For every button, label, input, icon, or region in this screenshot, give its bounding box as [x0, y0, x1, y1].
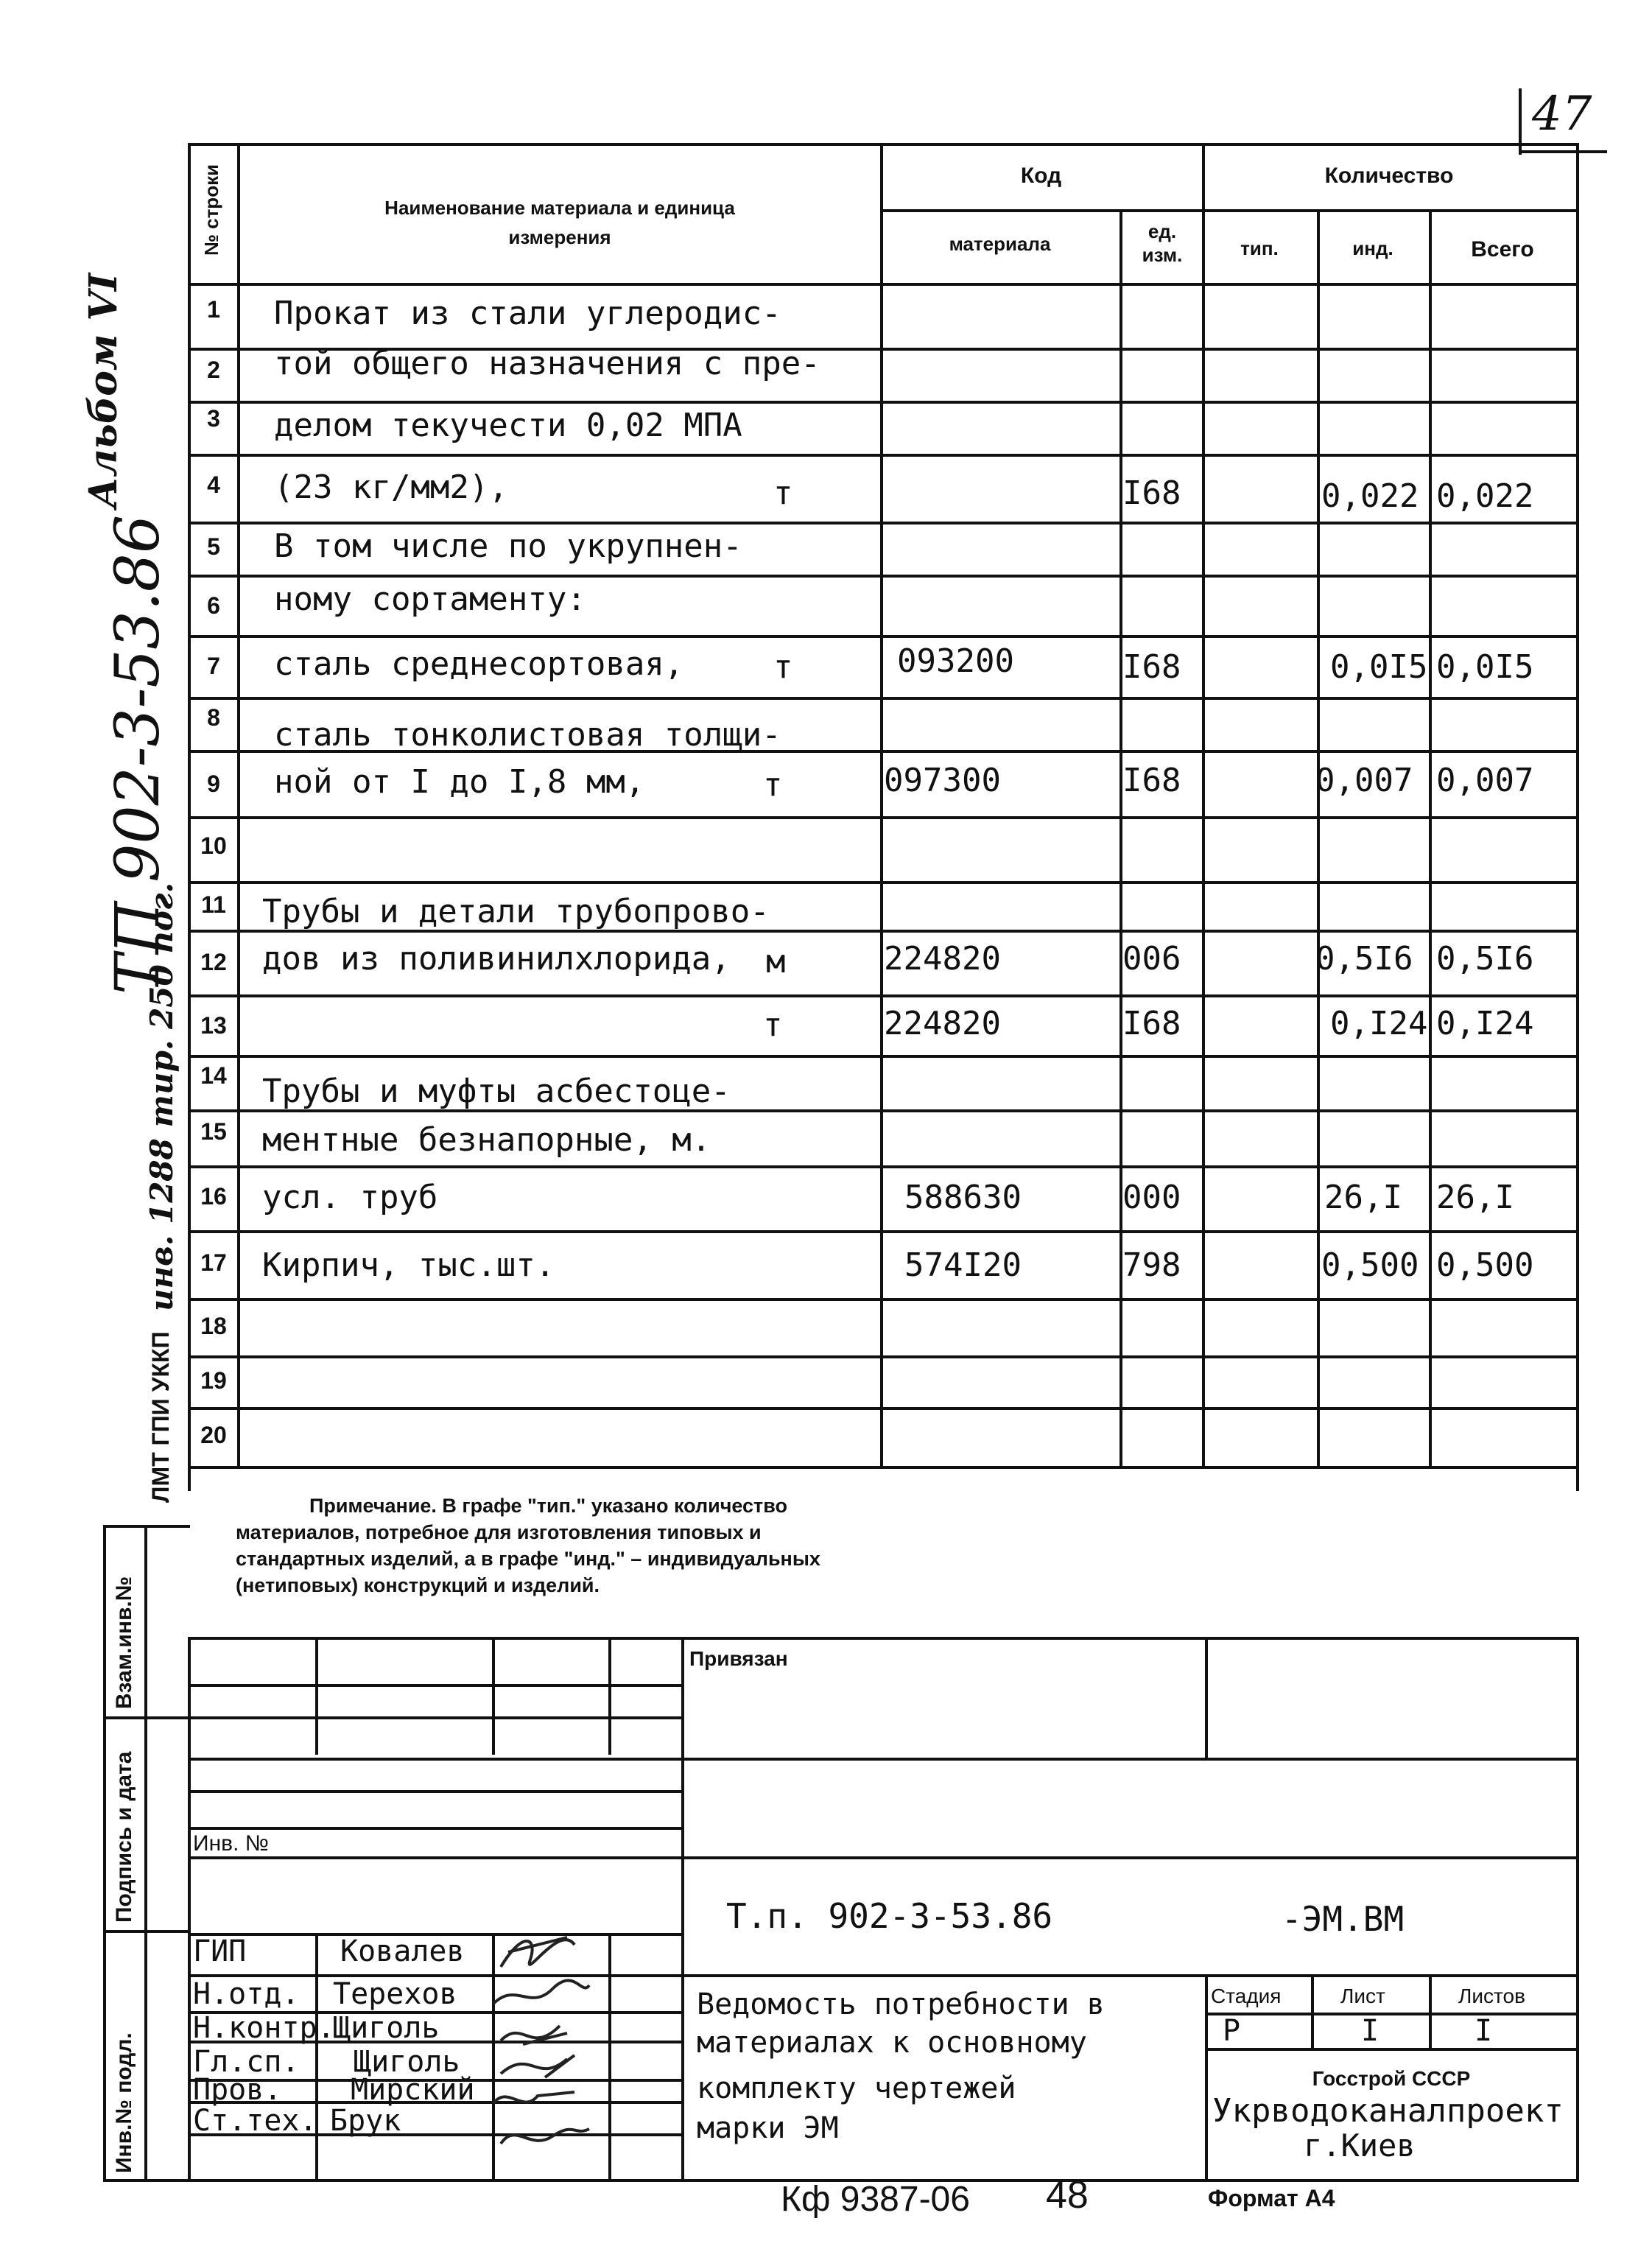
- row-edizm: 000: [1122, 1179, 1181, 1216]
- row-total: 0,5I6: [1436, 940, 1534, 978]
- header-qty-ind: инд.: [1352, 237, 1393, 259]
- person-name: Брук: [330, 2104, 401, 2138]
- doc-title-line: Ведомость потребности в: [697, 1987, 1105, 2021]
- row-code: 097300: [884, 762, 1001, 799]
- sheet-label: Лист: [1340, 1985, 1385, 2007]
- person-role: Н.контр.: [193, 2011, 335, 2045]
- row-number: 7: [207, 653, 220, 679]
- row-name: сталь среднесортовая,: [274, 645, 684, 683]
- row-edizm: 006: [1122, 940, 1181, 978]
- person-role: Гл.сп.: [193, 2045, 300, 2079]
- row-ind: 0,500: [1321, 1246, 1419, 1284]
- row-code: 574I20: [904, 1246, 1022, 1284]
- row-number: 18: [200, 1313, 227, 1339]
- row-total: 26,I: [1436, 1179, 1514, 1216]
- page-number: 47: [1532, 87, 1592, 141]
- header-row-no: № строки: [200, 164, 222, 256]
- project-code-label: ТП 902-3-53.86: [103, 514, 173, 994]
- org-name: Укрводоканалпроект: [1212, 2092, 1564, 2130]
- row-code: 588630: [904, 1179, 1022, 1216]
- row-number: 13: [200, 1012, 227, 1039]
- stage-value: Р: [1223, 2014, 1241, 2048]
- row-name: Кирпич, тыс.шт.: [262, 1246, 555, 1284]
- person-role: Ст.тех.: [193, 2104, 317, 2138]
- note: [236, 1492, 1120, 1599]
- org-gosstroy: Госстрой СССР: [1312, 2067, 1471, 2090]
- row-ind: 0,022: [1321, 477, 1419, 515]
- row-number: 16: [200, 1183, 227, 1210]
- person-role: Пров.: [193, 2073, 282, 2107]
- header-quantity: Количество: [1324, 164, 1454, 188]
- note-line: Примечание. В графе "тип." указано количество: [309, 1495, 788, 1517]
- row-name: дов из поливинилхлорида,: [262, 940, 731, 978]
- row-number: 20: [200, 1422, 227, 1448]
- row-total: 0,022: [1436, 477, 1534, 515]
- sheets-value: I: [1475, 2014, 1493, 2048]
- row-number: 9: [207, 771, 220, 797]
- row-unit: т: [763, 766, 783, 804]
- row-ind: 0,I24: [1330, 1005, 1428, 1042]
- row-number: 2: [207, 357, 220, 383]
- row-edizm: I68: [1122, 1005, 1181, 1042]
- doc-title-line: комплекту чертежей: [697, 2071, 1016, 2105]
- doc-title-line: марки ЭМ: [697, 2111, 839, 2145]
- stamp-vzam: Взам.инв.№: [112, 1576, 136, 1709]
- row-ind: 0,5I6: [1315, 940, 1413, 978]
- person-name: Мирский: [351, 2073, 475, 2107]
- sheets-label: Листов: [1458, 1985, 1525, 2007]
- header-qty-total: Всего: [1471, 237, 1534, 262]
- row-total: 0,0I5: [1436, 648, 1534, 686]
- row-unit: м: [766, 943, 786, 980]
- person-name: Щиголь: [333, 2011, 440, 2045]
- header-qty-typ: тип.: [1240, 237, 1279, 259]
- note-line: материалов, потребное для изготовления типовых и: [236, 1521, 762, 1543]
- doc-title-line: материалах к основному: [697, 2026, 1087, 2060]
- doc-mark: -ЭМ.ВМ: [1282, 1899, 1405, 1939]
- row-unit: т: [763, 1006, 783, 1044]
- person-name: Терехов: [333, 1977, 457, 2011]
- sheet-value: I: [1361, 2014, 1379, 2048]
- row-number: 12: [200, 949, 227, 975]
- note-line: стандартных изделий, а в графе "инд." – индивидуальных: [236, 1548, 820, 1570]
- header-code: Код: [1020, 164, 1062, 188]
- row-name: Трубы и муфты асбестоце-: [262, 1073, 731, 1110]
- row-name: ментные безнапорные, м.: [262, 1121, 711, 1159]
- row-name: той общего назначения с пре-: [274, 345, 820, 382]
- row-number: 3: [207, 405, 220, 432]
- row-total: 0,007: [1436, 762, 1534, 799]
- row-name: Трубы и детали трубопрово-: [262, 893, 770, 930]
- privyazan-label: Привязан: [689, 1647, 788, 1670]
- row-unit: т: [773, 648, 793, 686]
- stamp-podpis: Подпись и дата: [112, 1751, 136, 1923]
- person-name: Щиголь: [354, 2045, 460, 2079]
- row-name: делом текучести 0,02 МПА: [274, 407, 742, 444]
- row-number: 14: [200, 1062, 227, 1089]
- row-ind: 0,007: [1315, 762, 1413, 799]
- row-code: 224820: [884, 940, 1001, 978]
- org-side-label: ЛМТ ГПИ УККП: [147, 1331, 174, 1503]
- row-code: 224820: [884, 1005, 1001, 1042]
- doc-code: Т.п. 902-3-53.86: [726, 1896, 1053, 1936]
- stage-label: Стадия: [1211, 1985, 1282, 2007]
- album-label: Альбом VI: [81, 273, 126, 508]
- signature-scribbles: [479, 1915, 611, 2173]
- person-name: Ковалев: [340, 1934, 465, 1968]
- row-name: Прокат из стали углеродис-: [274, 295, 781, 332]
- row-number: 4: [207, 471, 220, 498]
- inv-no-label: Инв. №: [193, 1831, 269, 1856]
- note-line: (нетиповых) конструкций и изделий.: [236, 1574, 600, 1596]
- row-number: 8: [207, 704, 220, 731]
- row-name: ному сортаменту:: [274, 580, 586, 618]
- inv-line-label: инв. 1288 тир. 250 пог.: [144, 882, 180, 1311]
- row-number: 11: [201, 891, 226, 918]
- footer-format: Формат А4: [1208, 2185, 1335, 2211]
- header-name: Наименование материала и единица измерения: [384, 197, 735, 248]
- row-total: 0,I24: [1436, 1005, 1534, 1042]
- footer-page: 48: [1046, 2174, 1089, 2217]
- row-edizm: I68: [1122, 648, 1181, 686]
- row-ind: 0,0I5: [1330, 648, 1428, 686]
- row-edizm: I68: [1122, 474, 1181, 512]
- header-code-material: материала: [949, 233, 1051, 255]
- row-total: 0,500: [1436, 1246, 1534, 1284]
- row-edizm: 798: [1122, 1246, 1181, 1284]
- row-unit: т: [773, 474, 793, 512]
- person-role: ГИП: [193, 1934, 247, 1968]
- row-name: ной от I до I,8 мм,: [274, 763, 645, 801]
- row-number: 17: [200, 1249, 227, 1276]
- row-edizm: I68: [1122, 762, 1181, 799]
- row-number: 5: [207, 533, 220, 560]
- row-number: 10: [200, 832, 227, 859]
- row-name: сталь тонколистовая толщи-: [274, 716, 781, 754]
- row-name: (23 кг/мм2),: [274, 469, 508, 506]
- header-code-unit: ед. изм.: [1142, 220, 1183, 266]
- footer-kf: Кф 9387-06: [781, 2180, 970, 2219]
- row-name: В том числе по укрупнен-: [274, 527, 742, 565]
- org-city: г.Киев: [1304, 2127, 1416, 2164]
- page-number-mark-h: [1519, 150, 1607, 153]
- person-role: Н.отд.: [193, 1977, 300, 2011]
- row-number: 1: [207, 296, 220, 323]
- stamp-inv-podl: Инв.№ подл.: [112, 2032, 136, 2173]
- row-code: 093200: [897, 642, 1014, 680]
- row-name: усл. труб: [262, 1179, 438, 1216]
- row-number: 15: [200, 1118, 227, 1145]
- row-number: 6: [207, 592, 220, 619]
- row-ind: 26,I: [1324, 1179, 1402, 1216]
- row-number: 19: [200, 1367, 227, 1394]
